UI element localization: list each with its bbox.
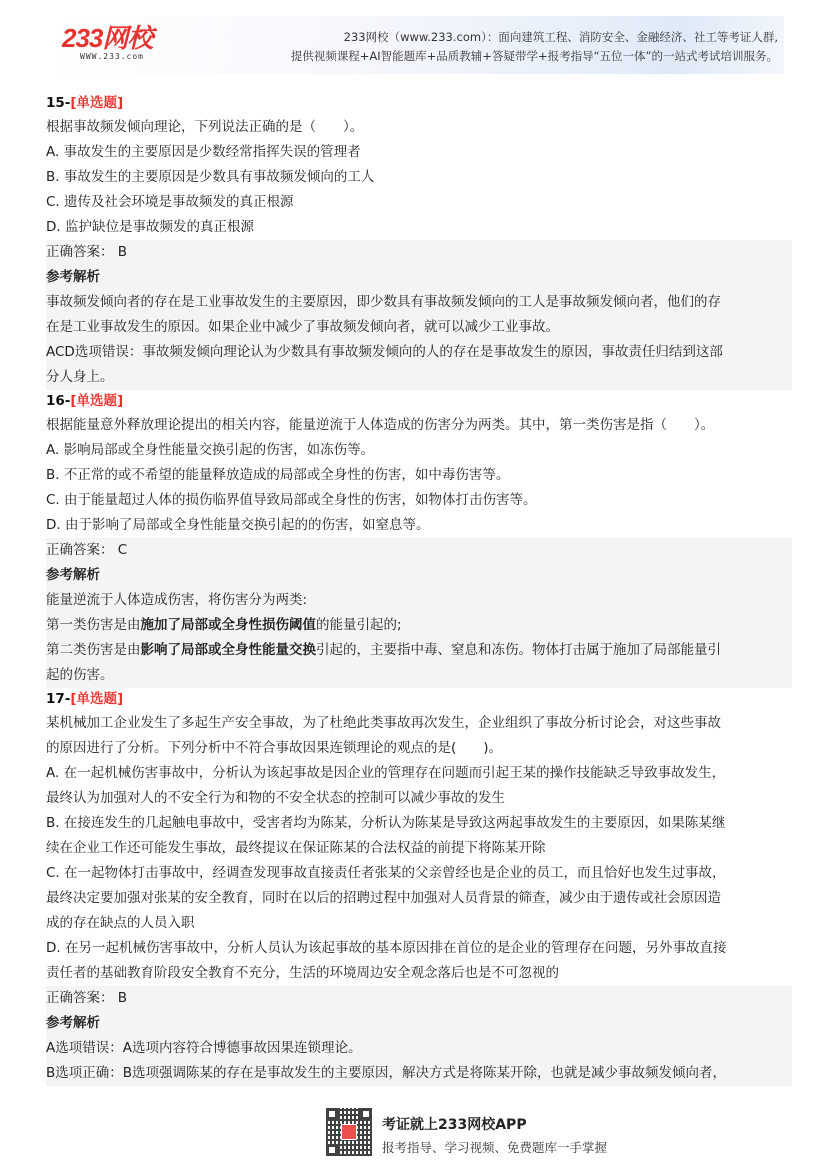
option-a: A. 影响局部或全身性能量交换引起的伤害，如冻伤等。 bbox=[46, 442, 375, 458]
app-logo-icon bbox=[341, 1124, 357, 1140]
bold-emphasis: 影响了局部或全身性能量交换 bbox=[140, 642, 316, 658]
analysis-text: 分人身上。 bbox=[46, 369, 114, 385]
qr-code-icon[interactable] bbox=[326, 1108, 372, 1156]
answer-label: 正确答案： bbox=[46, 244, 114, 260]
correct-answer bbox=[46, 986, 792, 1011]
qr-finder-icon bbox=[326, 1108, 338, 1120]
analysis-title: 参考解析 bbox=[46, 1015, 100, 1031]
option-b: B. 事故发生的主要原因是少数具有事故频发倾向的工人 bbox=[46, 169, 375, 185]
option-c: C. 遗传及社会环境是事故频发的真正根源 bbox=[46, 194, 294, 210]
analysis-title: 参考解析 bbox=[46, 567, 100, 583]
analysis-text: A选项错误：A选项内容符合博德事故因果连锁理论。 bbox=[46, 1040, 362, 1056]
question-list bbox=[46, 92, 792, 1086]
option-a: A. 事故发生的主要原因是少数经常指挥失误的管理者 bbox=[46, 144, 361, 160]
text-span: 第一类伤害是由 bbox=[46, 617, 141, 633]
text-span: 第二类伤害是由 bbox=[46, 642, 141, 658]
answer-value: B bbox=[117, 990, 128, 1006]
analysis-text: B选项正确：B选项强调陈某的存在是事故发生的主要原因，解决方式是将陈某开除，也就是减少事故频发倾向者， bbox=[46, 1065, 727, 1081]
option-a-cont: 最终认为加强对人的不安全行为和物的不安全状态的控制可以减少事故的发生 bbox=[46, 790, 505, 806]
correct-answer bbox=[46, 538, 792, 563]
option-d: D. 由于影响了局部或全身性能量交换引起的的伤害，如窒息等。 bbox=[46, 517, 430, 533]
text-span: 的能量引起的; bbox=[316, 617, 402, 633]
question-type-tag: [单选题] bbox=[70, 691, 124, 707]
page-header bbox=[46, 16, 784, 74]
question-number: 15- bbox=[46, 95, 71, 111]
analysis-text bbox=[46, 613, 792, 638]
option-d-cont: 责任者的基础教育阶段安全教育不充分，生活的环境周边安全观念落后也是不可忽视的 bbox=[46, 965, 559, 981]
option-a: A. 在一起机械伤害事故中，分析认为该起事故是因企业的管理存在问题而引起王某的操作技能缺乏导致事故发生， bbox=[46, 765, 726, 781]
question-heading bbox=[46, 688, 792, 711]
answer-value: B bbox=[117, 244, 128, 260]
answer-block bbox=[46, 240, 792, 390]
question-type-tag: [单选题] bbox=[70, 95, 124, 111]
question-17 bbox=[46, 688, 792, 1086]
question-heading bbox=[46, 92, 792, 115]
question-stem: 根据事故频发倾向理论，下列说法正确的是（ ）。 bbox=[46, 119, 364, 135]
option-d: D. 在另一起机械伤害事故中，分析人员认为该起事故的基本原因排在首位的是企业的管理存在问题，另外事故直接 bbox=[46, 940, 727, 956]
text-span: 引起的，主要指中毒、窒息和冻伤。物体打击属于施加了局部能量引 bbox=[316, 642, 721, 658]
slogan-line-1: 233网校（www.233.com）：面向建筑工程、消防安全、金融经济、社工等考证人群, bbox=[343, 30, 778, 44]
question-stem: 根据能量意外释放理论提出的相关内容，能量逆流于人体造成的伤害分为两类。其中，第一类伤害是指（ ）。 bbox=[46, 417, 715, 433]
analysis-text: 事故频发倾向者的存在是工业事故发生的主要原因，即少数具有事故频发倾向的工人是事故频发倾向者，他们的存 bbox=[46, 294, 721, 310]
question-heading bbox=[46, 390, 792, 413]
bold-emphasis: 施加了局部或全身性损伤阈值 bbox=[140, 617, 316, 633]
question-stem: 某机械加工企业发生了多起生产安全事故，为了杜绝此类事故再次发生，企业组织了事故分析讨论会，对这些事故 bbox=[46, 715, 721, 731]
app-promo-footer bbox=[326, 1108, 626, 1162]
analysis-text: ACD选项错误：事故频发倾向理论认为少数具有事故频发倾向的人的存在是事故发生的原因，事故责任归结到这部 bbox=[46, 344, 723, 360]
question-number: 16- bbox=[46, 393, 71, 409]
qr-finder-icon bbox=[326, 1144, 338, 1156]
answer-block bbox=[46, 538, 792, 688]
analysis-title: 参考解析 bbox=[46, 269, 100, 285]
option-c-cont: 成的存在缺点的人员入职 bbox=[46, 915, 195, 931]
option-c-cont: 最终决定要加强对张某的安全教育，同时在以后的招聘过程中加强对人员背景的筛查，减少由于遗传或社会原因造 bbox=[46, 890, 721, 906]
qr-finder-icon bbox=[360, 1108, 372, 1120]
answer-value: C bbox=[117, 542, 128, 558]
question-number: 17- bbox=[46, 691, 71, 707]
option-b: B. 在接连发生的几起触电事故中，受害者均为陈某，分析认为陈某是导致这两起事故发生的主要原因，如果陈某继 bbox=[46, 815, 726, 831]
analysis-text: 起的伤害。 bbox=[46, 667, 114, 683]
answer-label: 正确答案： bbox=[46, 990, 114, 1006]
header-slogan bbox=[291, 28, 778, 66]
logo-text: 233网校 bbox=[62, 23, 153, 53]
question-15 bbox=[46, 92, 792, 390]
analysis-text bbox=[46, 638, 792, 663]
analysis-text: 能量逆流于人体造成伤害，将伤害分为两类: bbox=[46, 592, 308, 608]
question-type-tag: [单选题] bbox=[70, 393, 124, 409]
footer-subtitle: 报考指导、学习视频、免费题库一手掌握 bbox=[382, 1140, 608, 1155]
option-c: C. 在一起物体打击事故中，经调查发现事故直接责任者张某的父亲曾经也是企业的员工，而且恰好也发生过事故， bbox=[46, 865, 726, 881]
question-16 bbox=[46, 390, 792, 688]
analysis-text: 在是工业事故发生的原因。如果企业中减少了事故频发倾向者，就可以减少工业事故。 bbox=[46, 319, 559, 335]
question-stem: 的原因进行了分析。下列分析中不符合事故因果连锁理论的观点的是( )。 bbox=[46, 740, 503, 756]
answer-block bbox=[46, 986, 792, 1086]
logo-url: WWW.233.com bbox=[80, 52, 144, 61]
option-d: D. 监护缺位是事故频发的真正根源 bbox=[46, 219, 254, 235]
option-b: B. 不正常的或不希望的能量释放造成的局部或全身性的伤害，如中毒伤害等。 bbox=[46, 467, 510, 483]
brand-logo[interactable] bbox=[62, 24, 182, 68]
correct-answer bbox=[46, 240, 792, 265]
option-c: C. 由于能量超过人体的损伤临界值导致局部或全身性的伤害，如物体打击伤害等。 bbox=[46, 492, 537, 508]
footer-title: 考证就上233网校APP bbox=[382, 1117, 527, 1133]
option-b-cont: 续在企业工作还可能发生事故，最终提议在保证陈某的合法权益的前提下将陈某开除 bbox=[46, 840, 546, 856]
slogan-line-2: 提供视频课程+AI智能题库+品质教辅+答疑带学+报考指导“五位一体”的一站式考试培训服务。 bbox=[290, 49, 778, 63]
answer-label: 正确答案： bbox=[46, 542, 114, 558]
